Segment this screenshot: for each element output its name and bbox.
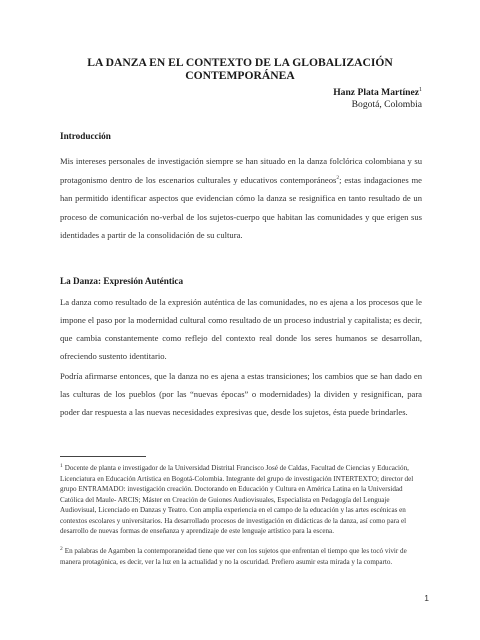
- author-block: [333, 84, 422, 111]
- page-number: 1: [424, 593, 429, 603]
- title-line-2: CONTEMPORÁNEA: [185, 69, 295, 82]
- author-location: Bogotá, Colombia: [351, 99, 422, 111]
- footnote-2-text: En palabras de Agamben la contemporaneidad tiene que ver con los sujetos que enfrentan el tiempo que les tocó vivir de manera protagónica, es decir, ver la luz en la actualidad y no la oscuridad. Prefiero asumir esta mirada y la comparto.: [60, 547, 407, 566]
- title-line-1: LA DANZA EN EL CONTEXTO DE LA GLOBALIZACIÓN: [87, 56, 393, 69]
- author-name: Hanz Plata Martínez: [333, 87, 419, 99]
- section-paragraph-2: Podría afirmarse entonces, que la danza no es ajena a estas transiciones; los cambios que se han dado en las culturas de los pueblos (por las “nuevas épocas” o modernidades) la dividen y resignifican, para poder dar respuesta a las nuevas necesidades expresivas que, desde los sujetos, ésta puede brindarles.: [60, 371, 422, 417]
- section-heading: La Danza: Expresión Auténtica: [60, 276, 184, 286]
- intro-paragraph: [60, 152, 422, 245]
- footnote-2: [60, 546, 424, 567]
- author-line: [333, 84, 422, 99]
- footnote-1-mark: 1: [60, 462, 63, 469]
- document-title: [60, 56, 420, 82]
- footnote-separator: [60, 456, 146, 457]
- intro-heading: Introducción: [60, 131, 111, 141]
- footnote-1: [60, 463, 424, 537]
- intro-text-part-2: ; estas indagaciones me han permitido identificar aspectos que evidencian cómo la danza se resignifica en tanto resultado de un proceso de comunicación no-verbal de los sujetos-cuerpo que habitan las comunidades y que erigen sus identidades a partir de la consolidación de su cultura.: [60, 174, 422, 240]
- footnote-2-mark: 2: [60, 545, 63, 552]
- section-paragraph-1: La danza como resultado de la expresión auténtica de las comunidades, no es ajena a los procesos que le impone el paso por la modernidad cultural como resultado de un proceso industrial y capitalista; es decir, que cambia constantemente como reflejo del contexto real donde los seres humanos se desarrollan, ofreciendo sustento identitario.: [60, 297, 422, 361]
- footnote-1-text: Docente de planta e investigador de la Universidad Distrital Francisco José de Caldas, Facultad de Ciencias y Educación, Licenciatura en Educación Artística en Bogotá-Colombia. Integrante del grupo de investigación INTERTEXTO; director del grupo ENTRAMADO: investigación creación. Doctorando en Educación y Cultura en América Latina en la Universidad Católica del Maule- ARCIS; Máster en Creación de Guiones Audiovisuales, Especialista en Pedagogía del Lenguaje Audiovisual, Licenciado en Danzas y Teatro. Con amplia experiencia en el campo de la educación y las artes escénicas en contextos escolares y universitarios. Ha desarrollado procesos de investigación en didácticas de la danza, así como para el desarrollo de nuevas formas de enseñanza y aprendizaje de este lenguaje artístico para la escena.: [60, 464, 414, 535]
- intro-text-part-1: Mis intereses personales de investigación siempre se han situado en la danza folclórica colombiana y su protagonismo dentro de los escenarios culturales y educativos contemporáneos: [60, 156, 422, 185]
- intro-footnote-mark: 2: [336, 174, 340, 181]
- author-footnote-mark: 1: [419, 87, 422, 93]
